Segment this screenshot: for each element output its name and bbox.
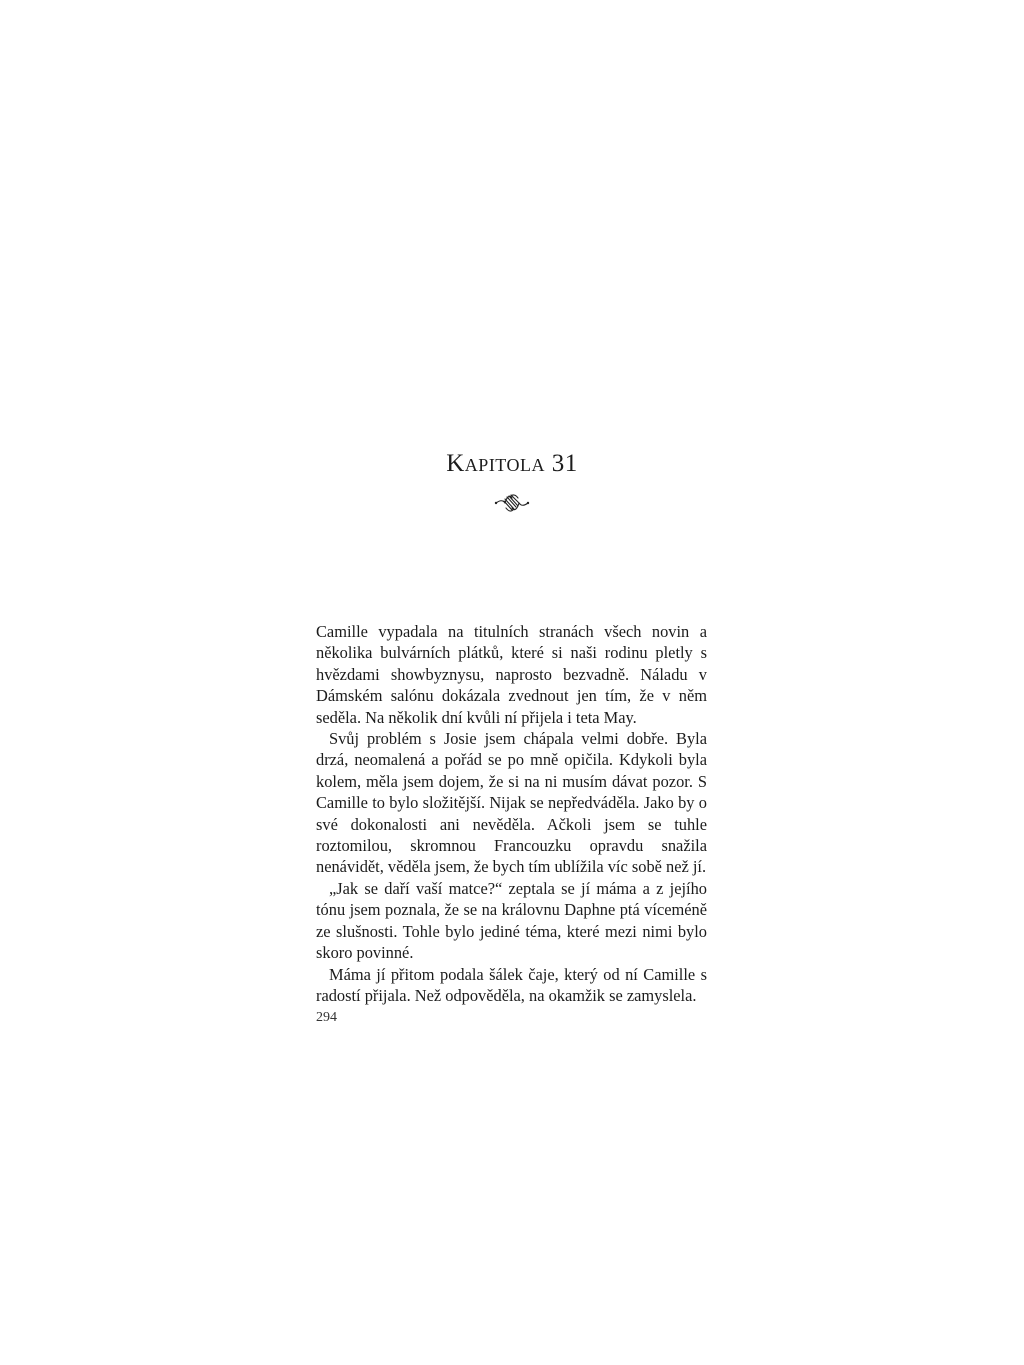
- paragraph: Máma jí přitom podala šálek čaje, který od ní Camille s radostí přijala. Než odpověděla, na okamžik se zamyslela.: [316, 964, 707, 1005]
- chapter-body: [316, 621, 707, 1006]
- paragraph: Camille vypadala na titulních stranách všech novin a několika bulvárních plátků, které si naši rodinu pletly s hvězdami showbyznysu, naprosto bezvadně. Náladu v Dámském salónu dokázala zvednout jen tím, že v něm seděla. Na několik dní kvůli ní přijela i teta May.: [316, 622, 707, 727]
- paragraph: Svůj problém s Josie jsem chápala velmi dobře. Byla drzá, neomalená a pořád se po mně opičila. Kdykoli byla kolem, měla jsem dojem, že si na ni musím dávat pozor. S Camille to bylo složitější. Nijak se nepředváděla. Jako by o své dokonalosti ani nevěděla. Ačkoli jsem se tuhle roztomilou, skromnou Francouzku opravdu snažila nenávidět, věděla jsem, že bych tím ublížila víc sobě než jí.: [316, 729, 707, 877]
- chapter-title: Kapitola 31: [446, 450, 578, 477]
- paragraph: „Jak se daří vaší matce?“ zeptala se jí máma a z jejího tónu jsem poznala, že se na královnu Daphne ptá víceméně ze slušnosti. Tohle bylo jediné téma, které mezi nimi bylo skoro povinné.: [316, 878, 707, 963]
- page-number: 294: [316, 1010, 337, 1025]
- fleuron-ornament-icon: [494, 492, 530, 514]
